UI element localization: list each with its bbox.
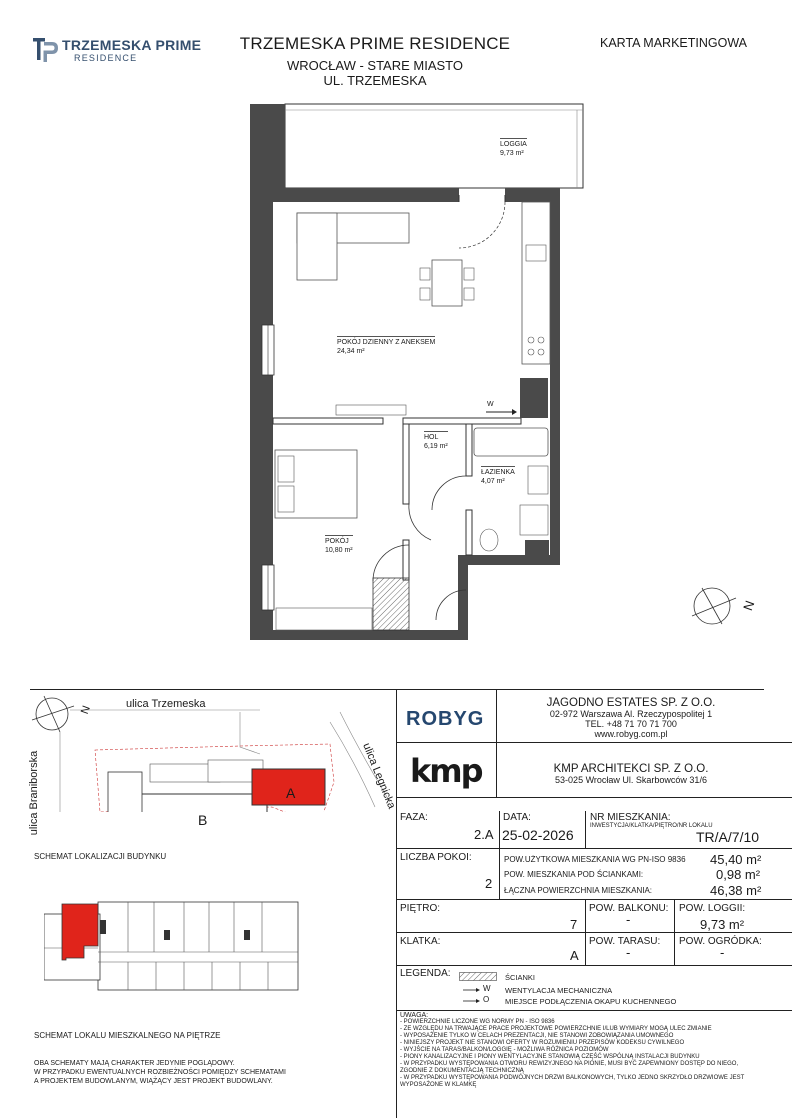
balkon-label: POW. BALKONU:	[589, 903, 669, 914]
room-name: POKÓJ DZIENNY Z ANEKSEM	[337, 339, 436, 346]
data-label: DATA:	[503, 812, 531, 823]
faza-label: FAZA:	[400, 812, 428, 823]
room-name: POKÓJ	[325, 538, 349, 545]
company-name: JAGODNO ESTATES SP. Z O.O.	[546, 697, 716, 709]
note-line: - NINIEJSZY PROJEKT NIE STANOWI OFERTY W ROZUMIENIU PRZEPISÓW KODEKSU CYWILNEGO	[400, 1040, 685, 1046]
street-legnicka: ulica Legnicka	[360, 741, 398, 811]
area-usable-value: 45,40 m²	[710, 852, 762, 867]
details-col-divider	[499, 811, 500, 848]
room-area: 24,34 m²	[337, 348, 365, 355]
ogrodek-value: -	[720, 945, 725, 960]
street-braniborska: ulica Braniborska	[28, 750, 41, 836]
pokoje-label: LICZBA POKOI:	[400, 852, 472, 863]
site-north-arrow-icon	[32, 696, 74, 732]
pietro-value: 7	[570, 917, 578, 932]
north-label: N	[740, 598, 758, 613]
bathtub	[474, 428, 548, 456]
details-col-divider	[499, 848, 500, 899]
robyg-logo: ROBYG	[406, 708, 485, 730]
room-area: 4,07 m²	[481, 478, 505, 485]
company-address: 02-972 Warszawa Al. Rzeczypospolitej 1	[549, 709, 713, 719]
divider-vertical	[396, 689, 397, 1118]
street-trzemeska: ulica Trzemeska	[126, 698, 206, 710]
legend-arrow-icon	[462, 986, 480, 994]
street-line: UL. TRZEMESKA	[323, 73, 427, 88]
company-phone: TEL. +48 71 70 71 700	[585, 719, 677, 729]
note-line: - ZE WZGLĘDU NA TRWAJĄCE PRACE PROJEKTOWE POWIERZCHNIE I/LUB WYMIARY MOGĄ ULEC ZMIANIE	[400, 1026, 712, 1032]
note-line: - WYJŚCIE NA TARAS/BALKON/LOGGIĘ - MOŻLIWA RÓŻNICA POZIOMÓW	[400, 1047, 609, 1053]
note-line: WYPOSAŻONE W KLAMKĘ	[400, 1082, 477, 1088]
floor-schematic	[44, 890, 300, 1002]
room-area: 9,73 m²	[500, 150, 524, 157]
faza-value: 2.A	[474, 827, 494, 842]
nr-label: NR MIESZKANIA:	[590, 812, 671, 823]
taras-label: POW. TARASU:	[589, 936, 661, 947]
area-usable-label: POW.UŻYTKOWA MIESZKANIA WG PN-ISO 9836	[504, 855, 686, 864]
area-total-label: ŁĄCZNA POWIERZCHNIA MIESZKANIA:	[504, 886, 653, 895]
room-name: HOL	[424, 434, 439, 441]
legend-hatch-icon	[459, 972, 497, 981]
page-title: TRZEMESKA PRIME RESIDENCE	[239, 34, 511, 53]
notes-title: UWAGA:	[400, 1012, 429, 1019]
legend-symbol-o: O	[483, 995, 490, 1004]
note-line: - W PRZYPADKU WYSTĘPOWANIA PODWÓJNYCH DRZWI BALKONOWYCH, TYLKO JEDNO SKRZYDŁO DRZWIOWE JEST	[400, 1075, 745, 1081]
building-b-shape	[130, 794, 267, 812]
area-walls-label: POW. MIESZKANIA POD ŚCIANKAMI:	[504, 870, 644, 879]
area-total-value: 46,38 m²	[710, 883, 762, 898]
note-line: - PIONY KANALIZACYJNE I PIONY WENTYLACYJNE STANOWIĄ CZĘŚĆ WSPÓLNĄ INSTALACJI BUDYNKU	[400, 1054, 700, 1060]
site-north-label: N	[78, 704, 93, 716]
document-type: KARTA MARKETINGOWA	[600, 36, 748, 50]
company-website: www.robyg.com.pl	[594, 729, 668, 739]
taras-value: -	[626, 945, 631, 960]
legend-item-walls: ŚCIANKI	[505, 973, 536, 982]
room-label-bathroom	[481, 466, 515, 486]
building-b-label: B	[198, 812, 208, 828]
disclaimer-line: A PROJEKTEM BUDOWLANYM, WIĄŻĄCY JEST PROJEKT BUDOWLANY.	[34, 1078, 273, 1085]
brand-name: TRZEMESKA PRIME	[62, 37, 202, 53]
brand-subtitle: RESIDENCE	[74, 53, 138, 63]
loggia-value: 9,73 m²	[700, 917, 745, 932]
legend-item-hood: MIEJSCE PODŁĄCZENIA OKAPU KUCHENNEGO	[505, 997, 677, 1006]
divider	[396, 742, 792, 743]
loggia-area	[285, 104, 583, 188]
balkon-value: -	[626, 912, 631, 927]
divider	[396, 797, 792, 798]
dining-table	[432, 260, 462, 306]
north-arrow-icon	[692, 588, 736, 624]
company-2	[496, 763, 766, 785]
room-label-bedroom	[325, 535, 353, 555]
ogrodek-label: POW. OGRÓDKA:	[679, 936, 762, 947]
klatka-value: A	[570, 948, 579, 963]
room-name: ŁAZIENKA	[481, 469, 515, 476]
room-label-hall	[424, 431, 448, 451]
building-a-label: A	[286, 785, 296, 801]
divider	[30, 689, 764, 690]
divider	[396, 932, 792, 933]
floor-caption: SCHEMAT LOKALU MIESZKALNEGO NA PIĘTRZE	[34, 1031, 221, 1040]
legend-item-ventilation: WENTYLACJA MECHANICZNA	[505, 986, 613, 995]
company-name: KMP ARCHITEKCI SP. Z O.O.	[553, 763, 709, 775]
legend-arrow-icon	[462, 997, 480, 1005]
note-line: - WYPOSAŻENIE TYLKO W CELACH PREZENTACJI, NIE STANOWI ZOBOWIĄZANIA UMOWNEGO	[400, 1033, 674, 1039]
location-line: WROCŁAW - STARE MIASTO	[287, 58, 463, 73]
note-line: - POWIERZCHNIE LICZONE WG NORMY PN - ISO 9836	[400, 1019, 555, 1025]
nr-value: TR/A/7/10	[696, 829, 760, 845]
disclaimer-line: W PRZYPADKU EWENTUALNYCH ROZBIEŻNOŚCI POMIĘDZY SCHEMATAMI	[34, 1069, 286, 1076]
divider	[396, 965, 792, 966]
pokoje-value: 2	[485, 876, 493, 891]
pietro-label: PIĘTRO:	[400, 903, 441, 914]
kitchen-counter	[522, 202, 550, 364]
nr-sublabel: INWESTYCJA/KLATKA/PIĘTRO/NR LOKALU	[590, 823, 713, 829]
legend-label: LEGENDA:	[400, 968, 451, 979]
divider	[396, 899, 792, 900]
legend-symbol-w: W	[483, 984, 491, 993]
room-area: 10,80 m²	[325, 547, 353, 554]
ventilation-marker: W	[487, 401, 494, 408]
site-caption: SCHEMAT LOKALIZACJI BUDYNKU	[34, 852, 167, 861]
company-1	[496, 697, 766, 739]
details-col-divider	[585, 811, 586, 848]
room-area: 6,19 m²	[424, 443, 448, 450]
klatka-label: KLATKA:	[400, 936, 441, 947]
company-address: 53-025 Wrocław Ul. Skarbowców 31/6	[555, 775, 707, 785]
room-name: LOGGIA	[500, 141, 527, 148]
loggia-label: POW. LOGGII:	[679, 903, 746, 914]
note-line: - W PRZYPADKU WYSTĘPOWANIA OTWORU REWIZYJNEGO NA PIONIE, MUSI BYĆ ZAPEWNIONY DOSTĘP DO NIEGO,	[400, 1061, 739, 1067]
disclaimer	[34, 1059, 286, 1086]
divider	[396, 1010, 792, 1011]
divider	[396, 848, 792, 849]
data-value: 25-02-2026	[502, 827, 574, 843]
disclaimer-line: OBA SCHEMATY MAJĄ CHARAKTER JEDYNIE POGLĄDOWY.	[34, 1060, 235, 1067]
area-walls-value: 0,98 m²	[716, 867, 761, 882]
kmp-logo: kmp	[410, 752, 482, 790]
notes	[400, 1012, 760, 1089]
note-line: ZGODNIE Z DOKUMENTACJĄ TECHNICZNĄ	[400, 1068, 524, 1074]
room-label-loggia	[500, 138, 527, 158]
room-label-living	[337, 336, 435, 356]
